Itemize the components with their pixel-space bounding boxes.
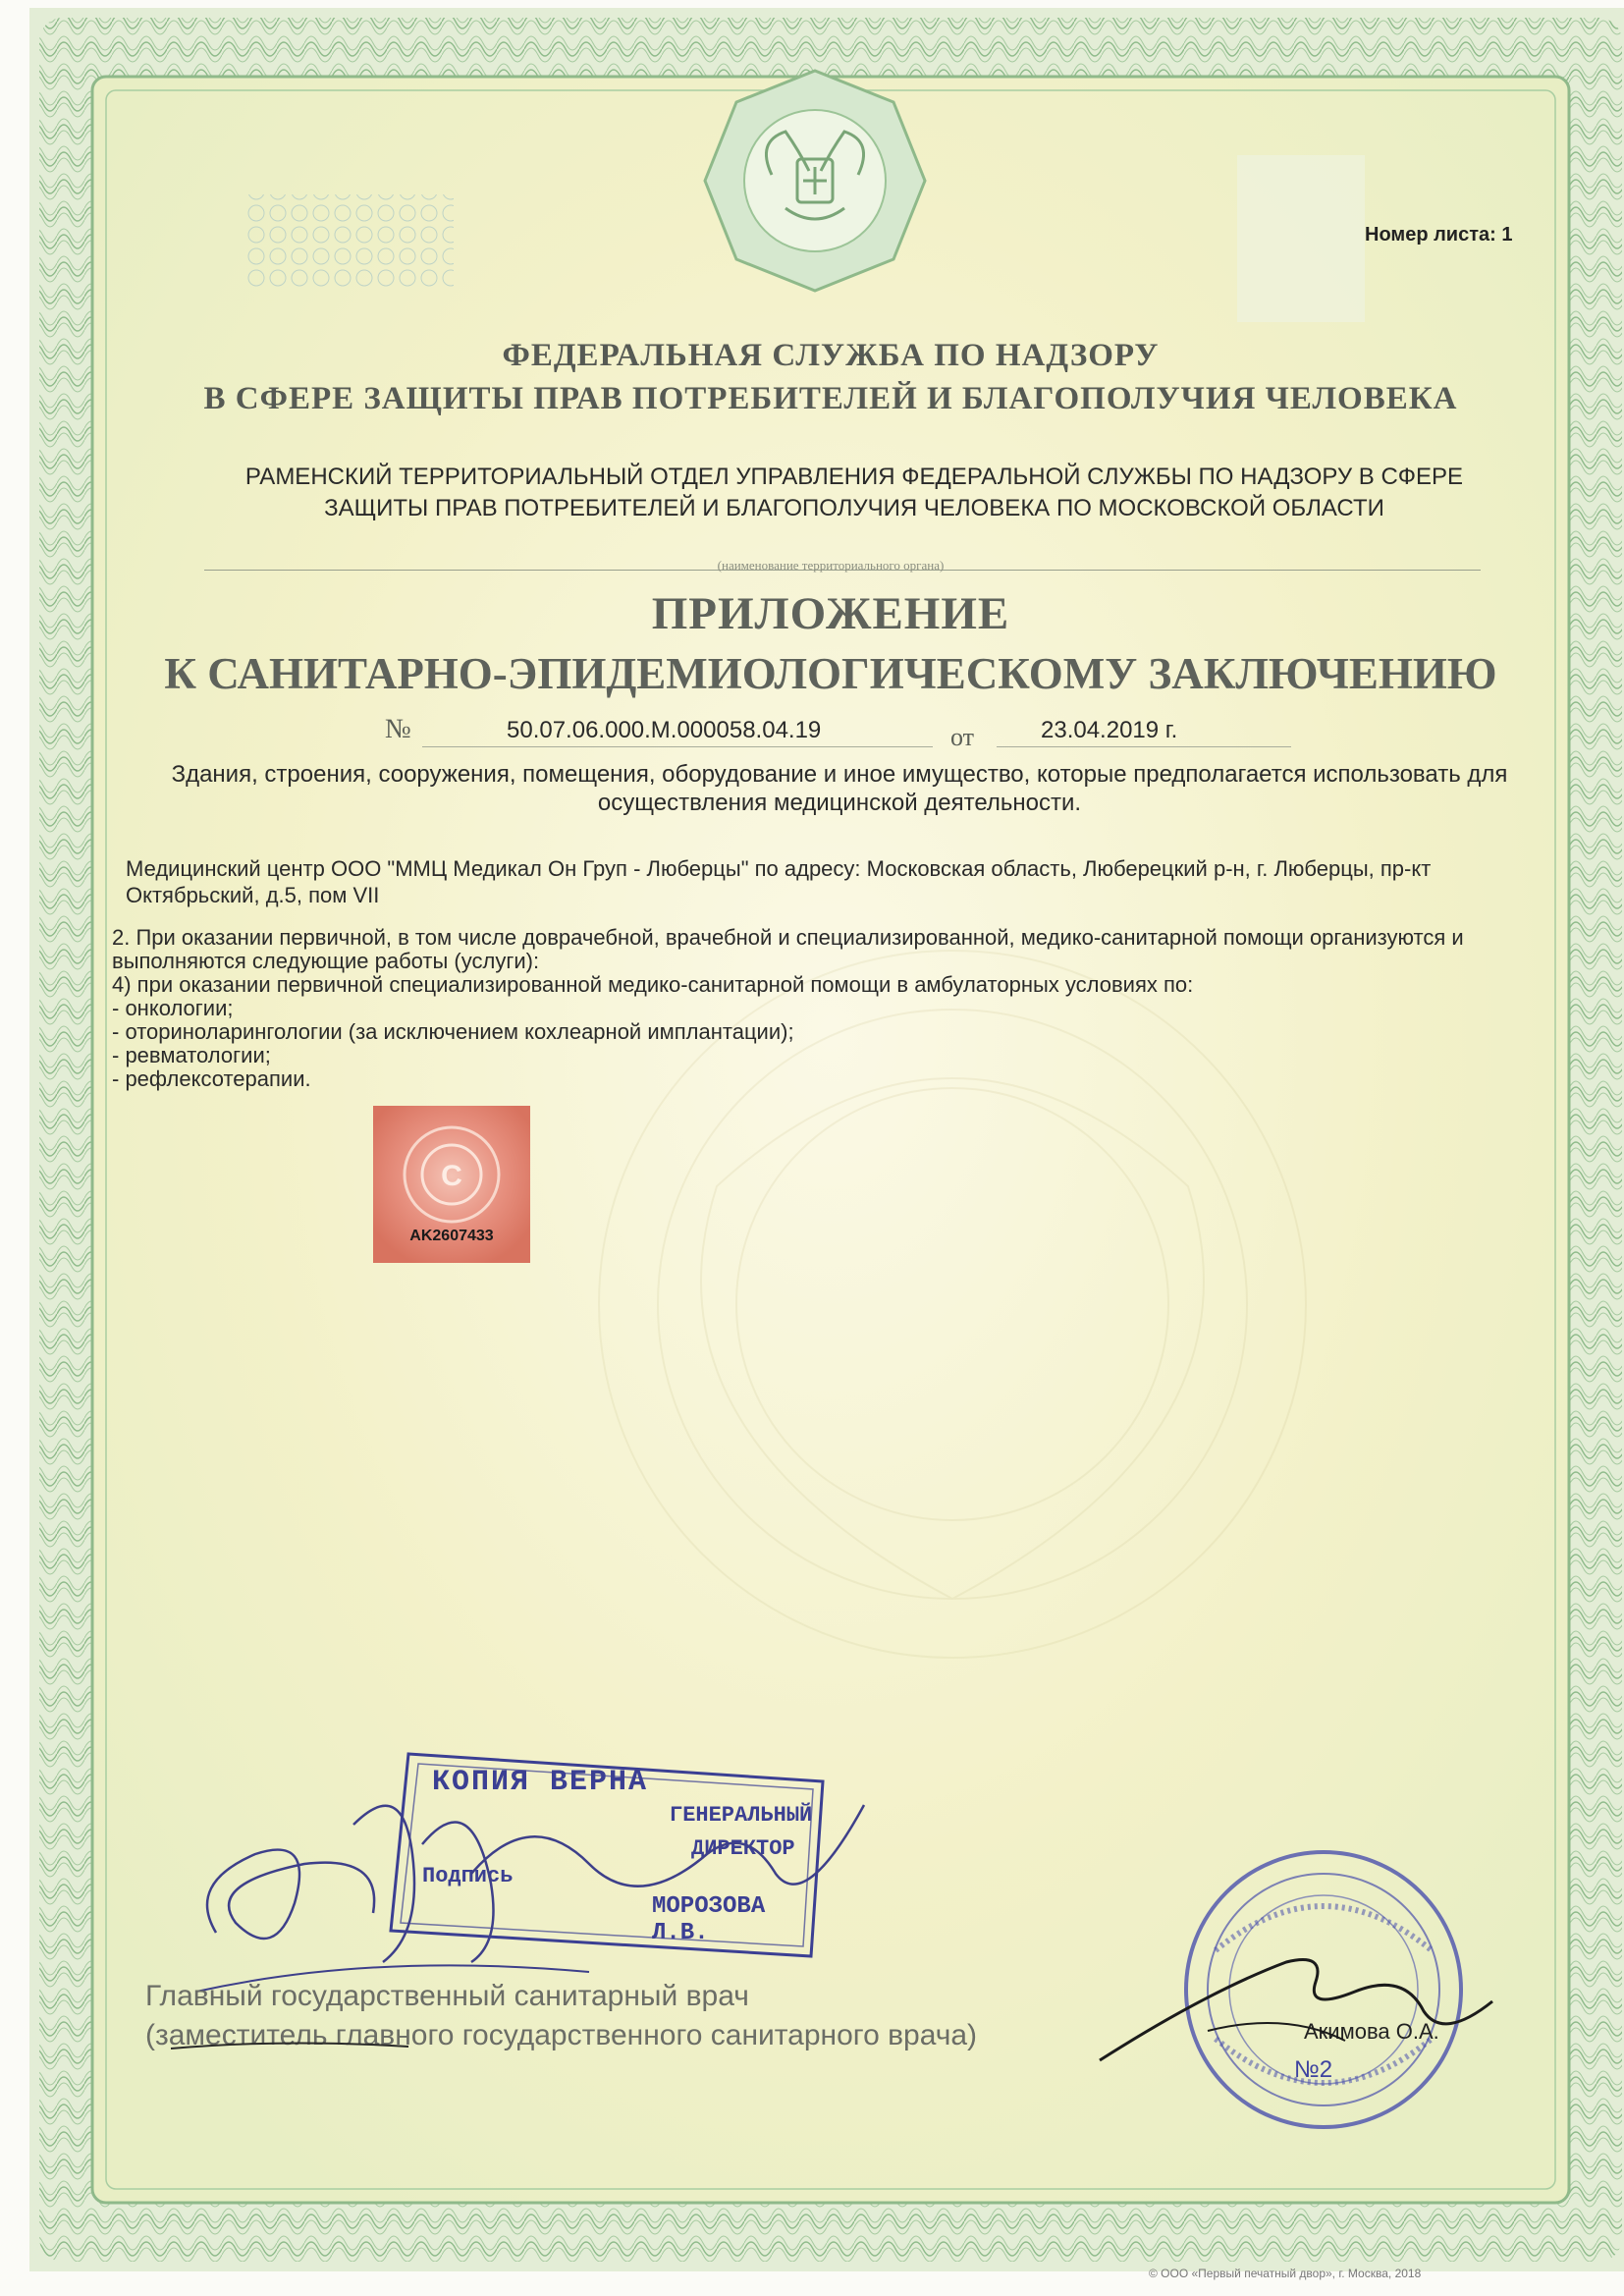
- services-subheading: 4) при оказании первичной специализированной медико-санитарной помощи в амбулаторных условиях по:: [112, 972, 1194, 997]
- stamp-signature-label: Подпись: [422, 1864, 514, 1888]
- list-item: - рефлексотерапии.: [112, 1066, 311, 1091]
- date-from-label: от: [950, 723, 975, 751]
- seal-number: №2: [1294, 2056, 1333, 2083]
- department-name-line-1: РАМЕНСКИЙ ТЕРРИТОРИАЛЬНЫЙ ОТДЕЛ УПРАВЛЕНИЯ ФЕДЕРАЛЬНОЙ СЛУЖБЫ ПО НАДЗОРУ В СФЕРЕ: [244, 464, 1464, 490]
- stamp-director-name: МОРОЗОВА Л.В.: [652, 1893, 766, 1946]
- organization-address: Медицинский центр ООО "ММЦ Медикал Он Груп - Люберцы" по адресу: Московская область, Люберецкий р-н, г. Люберцы, пр-кт Октябрьский, д.5, пом VII: [126, 856, 1432, 907]
- number-sign: №: [385, 714, 411, 744]
- number-underline: [422, 746, 933, 747]
- emblem-icon: [705, 71, 925, 291]
- svg-text:C: C: [441, 1160, 462, 1192]
- agency-name-line-1: ФЕДЕРАЛЬНАЯ СЛУЖБА ПО НАДЗОРУ: [502, 338, 1160, 373]
- stamp-position-line-2: ДИРЕКТОР: [691, 1836, 795, 1861]
- services-list: [112, 997, 1545, 1091]
- department-caption: (наименование территориального органа): [717, 558, 945, 573]
- document-number: 50.07.06.000.М.000058.04.19: [507, 717, 822, 743]
- list-item: - ревматологии;: [112, 1043, 271, 1067]
- underline-stroke: [167, 2039, 412, 2058]
- stamp-position-line-1: ГЕНЕРАЛЬНЫЙ: [670, 1803, 813, 1828]
- hologram-sticker: [373, 1106, 530, 1263]
- printer-credit: © ООО «Первый печатный двор», г. Москва, 2018: [1149, 2267, 1422, 2280]
- services-intro: [112, 926, 1545, 997]
- certificate-sheet: [29, 8, 1624, 2280]
- signatory-title-line-1: Главный государственный санитарный врач: [145, 1980, 749, 2012]
- document-title-line-1: ПРИЛОЖЕНИЕ: [651, 588, 1010, 639]
- scope-description: Здания, строения, сооружения, помещения, оборудование и иное имущество, которые предполагается использовать для осуществления медицинской деятельности.: [171, 761, 1508, 816]
- signatory-title-line-2: (заместитель главного государственного санитарного врача): [145, 2019, 978, 2051]
- list-item: - оториноларингологии (за исключением кохлеарной имплантации);: [112, 1019, 794, 1044]
- seal-signer-name: Акимова О.А.: [1304, 2019, 1439, 2044]
- services-intro-text: 2. При оказании первичной, в том числе доврачебной, врачебной и специализированной, медико-санитарной помощи организуются и выполняются следующие работы (услуги):: [112, 925, 1464, 973]
- list-item: - онкологии;: [112, 996, 234, 1020]
- agency-name-line-2: В СФЕРЕ ЗАЩИТЫ ПРАВ ПОТРЕБИТЕЛЕЙ И БЛАГОПОЛУЧИЯ ЧЕЛОВЕКА: [203, 381, 1458, 416]
- sheet-number: Номер листа: 1: [1365, 224, 1513, 246]
- stamp-title: КОПИЯ ВЕРНА: [432, 1766, 649, 1799]
- department-name-line-2: ЗАЩИТЫ ПРАВ ПОТРЕБИТЕЛЕЙ И БЛАГОПОЛУЧИЯ ЧЕЛОВЕКА ПО МОСКОВСКОЙ ОБЛАСТИ: [324, 495, 1384, 521]
- document-date: 23.04.2019 г.: [1041, 717, 1178, 743]
- document-title-line-2: К САНИТАРНО-ЭПИДЕМИОЛОГИЧЕСКОМУ ЗАКЛЮЧЕНИЮ: [164, 649, 1497, 698]
- hologram-code: AK2607433: [409, 1228, 494, 1244]
- seal-signature: [1090, 1893, 1502, 2070]
- date-underline: [997, 746, 1291, 747]
